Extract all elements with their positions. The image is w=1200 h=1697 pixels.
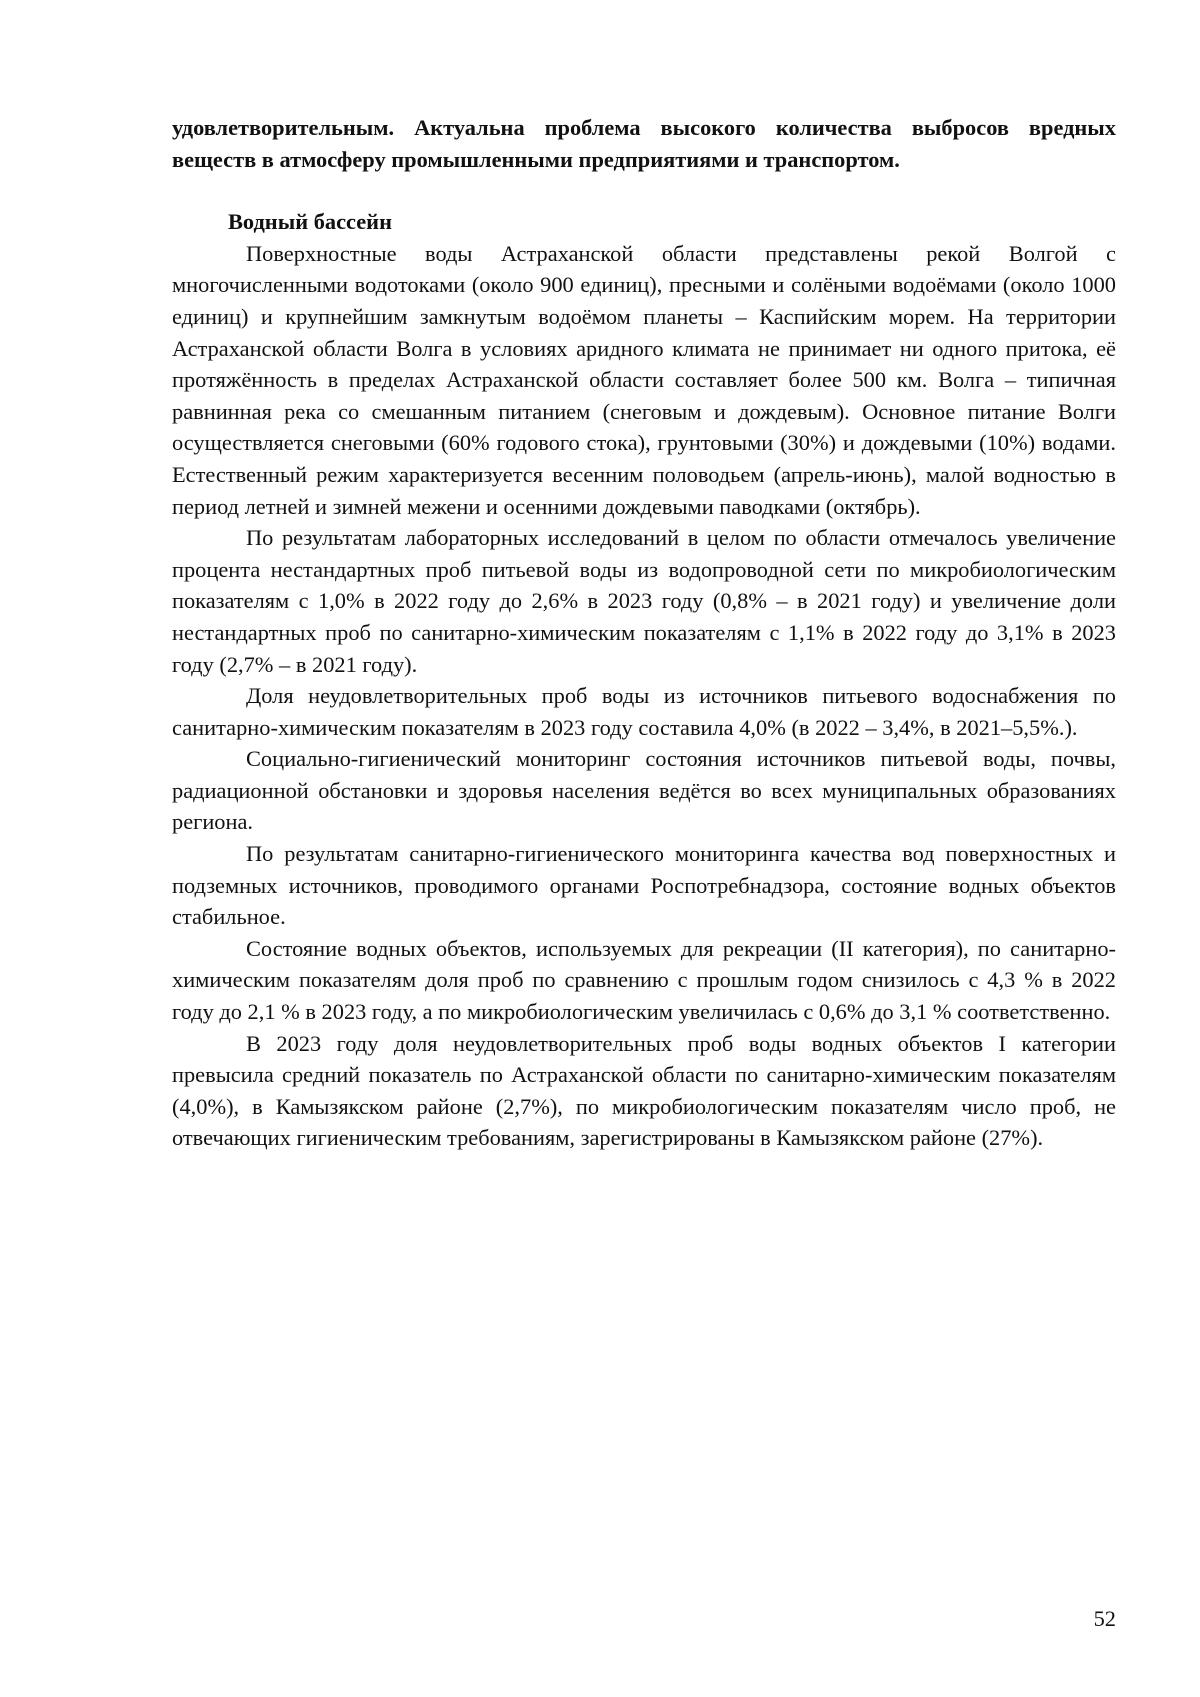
paragraph-category-one: В 2023 году доля неудовлетворительных проб воды водных объектов I категории превысила средний показатель по Астраханской области по санитарно-химическим показателям (4,0%), в Камызякском районе (2,7%), по микробиологическим показателям число проб, не отвечающих гигиеническим требованиям, зарегистрированы в Камызякском районе (27%). xyxy=(172,1030,1116,1151)
intro-bold-text: удовлетворительным. Актуальна проблема высокого количества выбросов вредных веществ в атмосферу промышленными предприятиями и транспортом. xyxy=(172,115,1116,172)
paragraph-recreation: Состояние водных объектов, используемых для рекреации (II категория), по санитарно-химическим показателям доля проб по сравнению с прошлым годом снизилось с 4,3 % в 2022 году до 2,1 % в 2023 году, а по микробиологическим увеличилась с 0,6% до 3,1 % соответственно. xyxy=(172,935,1116,1025)
paragraph-sanitary-monitoring: По результатам санитарно-гигиенического мониторинга качества вод поверхностных и подземных источников, проводимого органами Роспотребнадзора, состояние водных объектов стабильное. xyxy=(172,841,1116,930)
document-page xyxy=(172,112,1116,1154)
paragraph-monitoring: Социально-гигиенический мониторинг состояния источников питьевой воды, почвы, радиационной обстановки и здоровья населения ведётся во всех муниципальных образованиях региона. xyxy=(172,746,1116,835)
paragraph-lab-results: По результатам лабораторных исследований в целом по области отмечалось увеличение процента нестандартных проб питьевой воды из водопроводной сети по микробиологическим показателям с 1,0% в 2022 году до 2,6% в 2023 году (0,8% – в 2021 году) и увеличение доли нестандартных проб по санитарно-химическим показателям с 1,1% в 2022 году до 3,1% в 2023 году (2,7% – в 2021 году). xyxy=(172,525,1116,677)
paragraph-drinking-sources: Доля неудовлетворительных проб воды из источников питьевого водоснабжения по санитарно-химическим показателям в 2023 году составила 4,0% (в 2022 – 3,4%, в 2021–5,5%.). xyxy=(172,683,1116,740)
paragraph-surface-waters: Поверхностные воды Астраханской области представлены рекой Волгой с многочисленными водотоками (около 900 единиц), пресными и солёными водоёмами (около 1000 единиц) и крупнейшим замкнутым водоёмом планеты – Каспийским морем. На территории Астраханской области Волга в условиях аридного климата не принимает ни одного притока, её протяжённость в пределах Астраханской области составляет более 500 км. Волга – типичная равнинная река со смешанным питанием (снеговым и дождевым). Основное питание Волги осуществляется снеговыми (60% годового стока), грунтовыми (30%) и дождевыми (10%) водами. Естественный режим характеризуется весенним половодьем (апрель-июнь), малой водностью в период летней и зимней межени и осенними дождевыми паводками (октябрь). xyxy=(172,240,1116,519)
page-number: 52 xyxy=(1093,1606,1116,1631)
section-heading: Водный бассейн xyxy=(228,209,392,235)
